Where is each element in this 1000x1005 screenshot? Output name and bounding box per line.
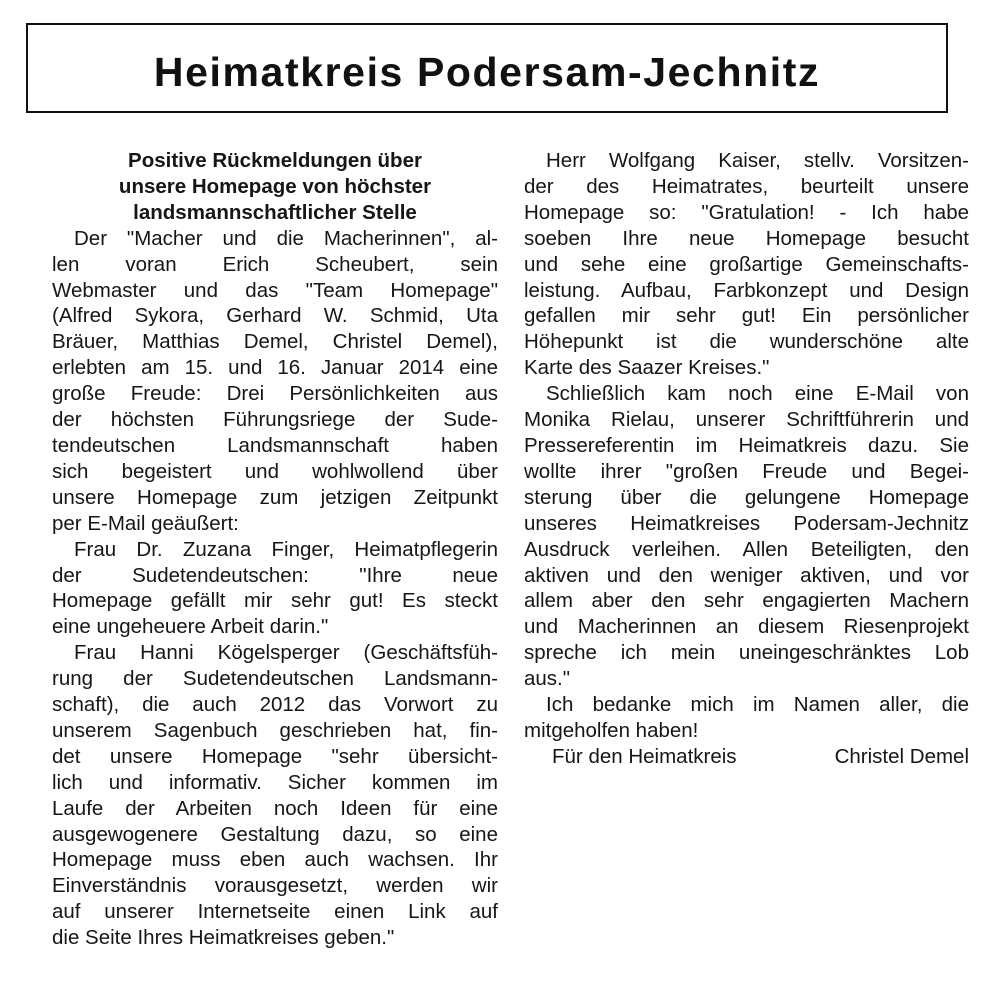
text-line: Einverständnis vorausgesetzt, werden wir bbox=[52, 874, 498, 898]
text-line: unseres Heimatkreises Podersam-Jechnitz bbox=[524, 511, 969, 535]
text-line: (Alfred Sykora, Gerhard W. Schmid, Uta bbox=[52, 304, 498, 328]
text-line: Pressereferentin im Heimatkreis dazu. Sie bbox=[524, 433, 969, 457]
text-line: Laufe der Arbeiten noch Ideen für eine bbox=[52, 796, 498, 820]
text-line: mitgeholfen haben! bbox=[524, 718, 699, 742]
text-line: der höchsten Führungsriege der Sude- bbox=[52, 408, 498, 432]
text-line: soeben Ihre neue Homepage besucht bbox=[524, 226, 969, 250]
text-line: Ausdruck verleihen. Allen Beteiligten, den bbox=[524, 537, 969, 561]
text-line: Schließlich kam noch eine E-Mail von bbox=[546, 382, 969, 406]
right-column bbox=[524, 148, 969, 770]
text-line: Frau Hanni Kögelsperger (Geschäftsfüh- bbox=[74, 641, 498, 665]
text-line: sich begeistert und wohlwollend über bbox=[52, 459, 498, 483]
text-line: det unsere Homepage "sehr übersicht- bbox=[52, 744, 498, 768]
text-line: wollte ihrer "großen Freude und Begei- bbox=[524, 459, 969, 483]
text-line: per E-Mail geäußert: bbox=[52, 511, 239, 535]
text-line: auf unserer Internetseite einen Link auf bbox=[52, 900, 498, 924]
text-line: Homepage so: "Gratulation! - Ich habe bbox=[524, 200, 969, 224]
title-box bbox=[26, 23, 948, 113]
text-line: Homepage muss eben auch wachsen. Ihr bbox=[52, 848, 498, 872]
text-line: tendeutschen Landsmannschaft haben bbox=[52, 433, 498, 457]
text-line: Der "Macher und die Macherinnen", al- bbox=[74, 226, 498, 250]
text-line: gefallen mir sehr gut! Ein persönlicher bbox=[524, 304, 969, 328]
text-line: unsere Homepage zum jetzigen Zeitpunkt bbox=[52, 485, 498, 509]
text-line: spreche ich mein uneingeschränktes Lob bbox=[524, 641, 969, 665]
text-line: Webmaster und das "Team Homepage" bbox=[52, 278, 498, 302]
text-line: allem aber den sehr engagierten Machern bbox=[524, 589, 969, 613]
text-line: der des Heimatrates, beurteilt unsere bbox=[524, 174, 969, 198]
text-line: Herr Wolfgang Kaiser, stellv. Vorsitzen- bbox=[546, 149, 969, 172]
text-line: erlebten am 15. und 16. Januar 2014 eine bbox=[52, 356, 498, 380]
text-line: len voran Erich Scheubert, sein bbox=[52, 252, 498, 276]
right-body bbox=[524, 148, 969, 744]
text-line: Bräuer, Matthias Demel, Christel Demel), bbox=[52, 330, 498, 354]
text-line: ausgewogenere Gestaltung dazu, so eine bbox=[52, 822, 498, 846]
text-line: aktiven und den weniger aktiven, und vor bbox=[524, 563, 969, 587]
text-line: eine ungeheuere Arbeit darin." bbox=[52, 615, 329, 639]
signature-author: Christel Demel bbox=[834, 744, 969, 768]
text-line: rung der Sudetendeutschen Landsmann- bbox=[52, 667, 498, 691]
text-line: die Seite Ihres Heimatkreises geben." bbox=[52, 926, 395, 950]
text-line: und Macherinnen an diesem Riesenprojekt bbox=[524, 615, 969, 639]
text-line: Homepage gefällt mir sehr gut! Es steckt bbox=[52, 589, 498, 613]
text-line: sterung über die gelungene Homepage bbox=[524, 485, 969, 509]
headline-line: landsmannschaftlicher Stelle bbox=[133, 200, 417, 224]
text-line: aus." bbox=[524, 667, 571, 691]
text-line: lich und informativ. Sicher kommen im bbox=[52, 770, 498, 794]
text-line: und sehe eine großartige Gemeinschafts- bbox=[524, 252, 969, 276]
text-line: schaft), die auch 2012 das Vorwort zu bbox=[52, 693, 498, 717]
left-body bbox=[52, 226, 498, 951]
text-line: Karte des Saazer Kreises." bbox=[524, 356, 770, 380]
text-line: große Freude: Drei Persönlichkeiten aus bbox=[52, 382, 498, 406]
text-line: Monika Rielau, unserer Schriftführerin und bbox=[524, 408, 969, 432]
text-line: leistung. Aufbau, Farbkonzept und Design bbox=[524, 278, 969, 302]
signature-row bbox=[524, 744, 969, 770]
text-line: der Sudetendeutschen: "Ihre neue bbox=[52, 563, 498, 587]
left-column bbox=[52, 148, 498, 951]
headline-line: Positive Rückmeldungen über bbox=[128, 149, 422, 172]
page-title: Heimatkreis Podersam-Jechnitz bbox=[153, 49, 821, 95]
article-headline bbox=[52, 148, 498, 226]
headline-line: unsere Homepage von höchster bbox=[118, 174, 432, 198]
text-line: Frau Dr. Zuzana Finger, Heimatpflegerin bbox=[74, 537, 498, 561]
text-line: Ich bedanke mich im Namen aller, die bbox=[546, 693, 969, 717]
text-line: Höhepunkt ist die wunderschöne alte bbox=[524, 330, 969, 354]
text-line: unserem Sagenbuch geschrieben hat, fin- bbox=[52, 718, 498, 742]
signature-organization: Für den Heimatkreis bbox=[552, 744, 737, 768]
